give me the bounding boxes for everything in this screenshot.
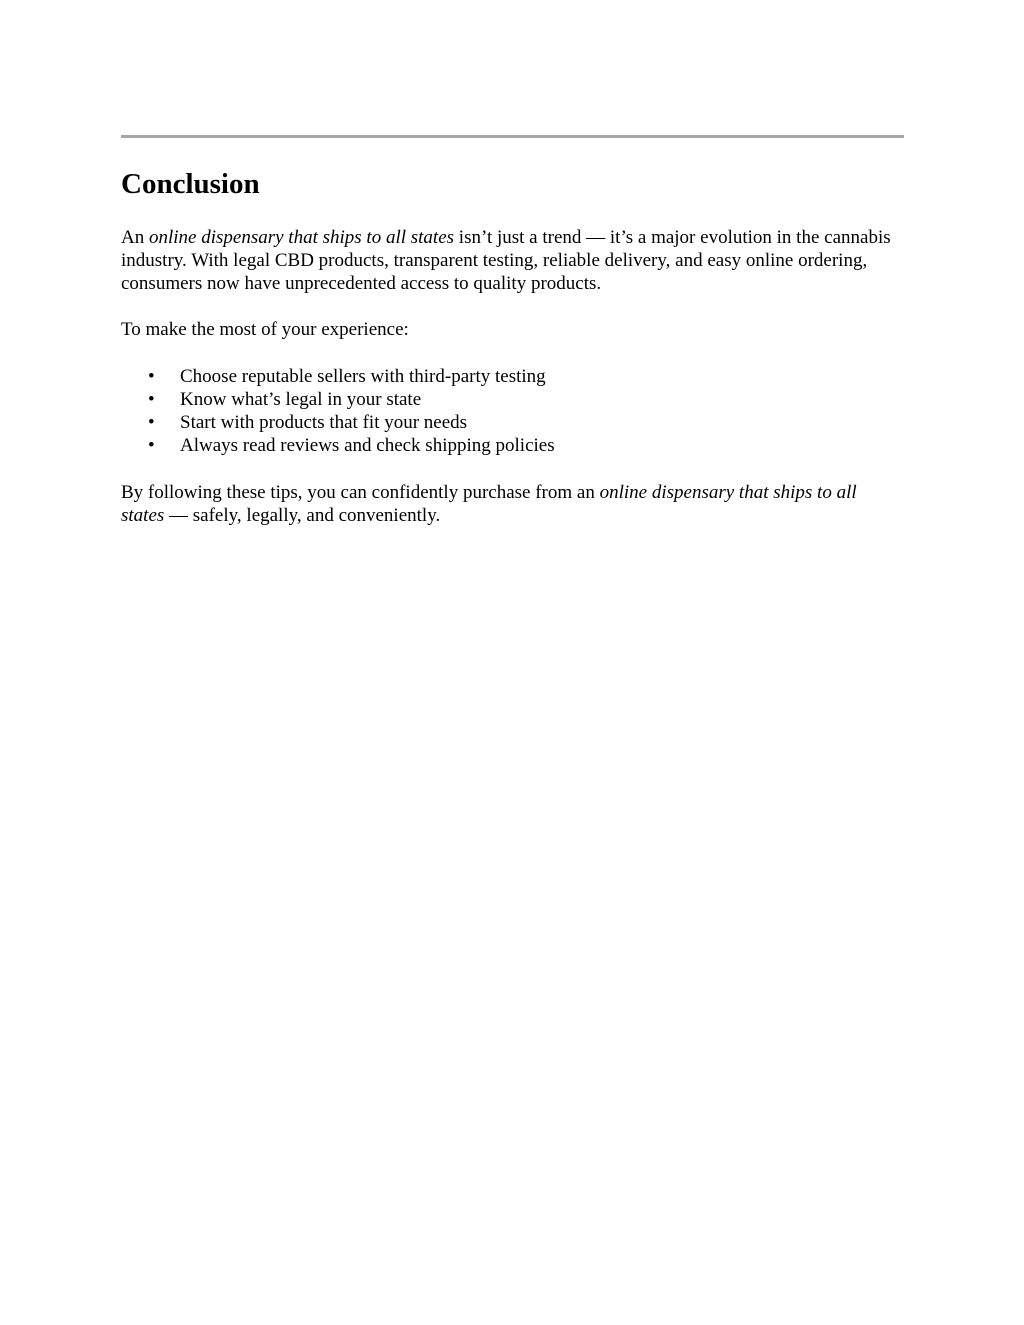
list-item [121,434,555,457]
intro-emphasis: online dispensary that ships to all states [148,227,455,248]
list-item-text: Know what’s legal in your state [180,389,422,410]
horizontal-rule [121,135,904,138]
section-heading: Conclusion [121,168,260,200]
list-item-text: Choose reputable sellers with third-party testing [180,366,546,387]
bullet-icon: • [148,366,155,387]
intro-paragraph [121,226,904,295]
bullet-icon: • [148,435,155,456]
list-item [121,365,555,388]
closing-text-start: By following these tips, you can confidently purchase from an [121,482,600,503]
list-item [121,388,555,411]
bullet-icon: • [148,412,155,433]
closing-emphasis: online dispensary that ships to all states [121,482,857,526]
list-item [121,411,555,434]
intro-text-start: An [121,227,149,248]
tips-list [121,365,555,457]
closing-text-end: — safely, legally, and conveniently. [164,505,441,526]
list-item-text: Start with products that fit your needs [180,412,468,433]
intro-text-end: isn’t just a trend — it’s a major evolution in the cannabis industry. With legal CBD products, transparent testing, reliable delivery, and easy online ordering, consumers now have unprecedented access to quality products. [121,227,891,294]
list-item-text: Always read reviews and check shipping policies [180,435,555,456]
tips-lead-paragraph: To make the most of your experience: [121,319,409,340]
closing-paragraph [121,481,904,527]
bullet-icon: • [148,389,155,410]
